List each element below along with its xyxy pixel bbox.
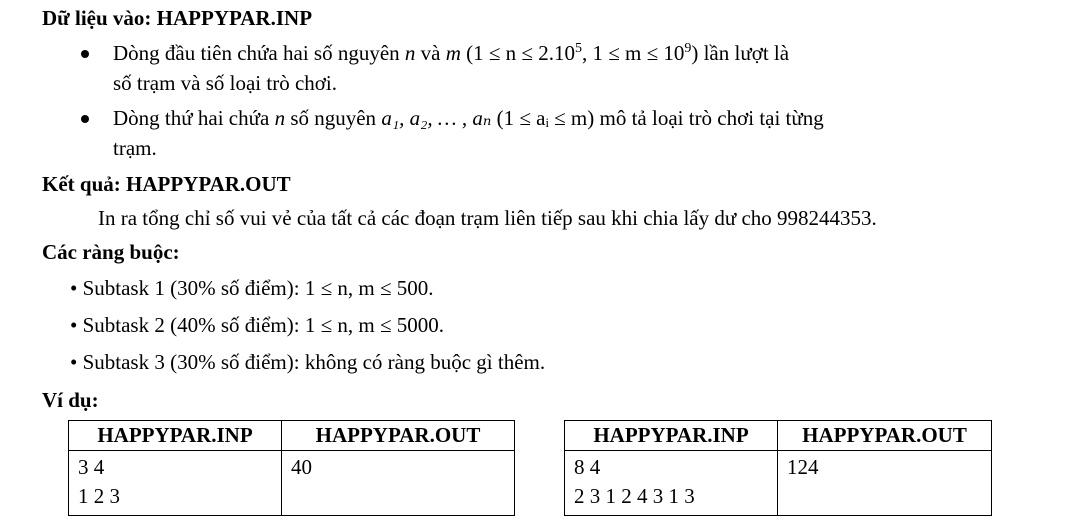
bullet-icon: [81, 115, 89, 123]
column-header-input: HAPPYPAR.INP: [69, 421, 282, 451]
var-m: m: [445, 41, 461, 65]
exponent: 9: [684, 41, 692, 56]
var-n: n: [404, 41, 416, 65]
output-cell: 40: [282, 451, 515, 516]
text: và: [420, 41, 441, 65]
output-text: In ra tổng chỉ số vui vẻ của tất cả các đoạn trạm liên tiếp sau khi chia lấy dư cho 998244353.: [98, 206, 877, 230]
text: lần lượt là: [703, 41, 790, 65]
subtask-2: • Subtask 2 (40% số điểm): 1 ≤ n, m ≤ 5000.: [70, 313, 444, 337]
example-table-1: [68, 420, 515, 516]
exponent: 5: [574, 41, 582, 56]
input-bullet-1-line-1: [113, 41, 789, 66]
math: , 1 ≤ m ≤ 10: [581, 41, 685, 65]
var-n: n: [274, 106, 286, 130]
input-bullet-2-line-2: trạm.: [113, 136, 157, 160]
math-range: (1 ≤ aᵢ ≤ m): [496, 106, 595, 130]
constraints-heading: Các ràng buộc:: [42, 240, 180, 264]
math: ): [691, 41, 699, 65]
math: (1 ≤ n ≤ 2.10: [466, 41, 575, 65]
output-cell: 124: [778, 451, 992, 516]
column-header-output: HAPPYPAR.OUT: [778, 421, 992, 451]
bullet-icon: [81, 50, 89, 58]
examples-heading: Ví dụ:: [42, 388, 99, 412]
text: mô tả loại trò chơi tại từng: [599, 106, 824, 130]
example-table-2: [564, 420, 992, 516]
input-heading: Dữ liệu vào: HAPPYPAR.INP: [42, 6, 313, 30]
output-heading: Kết quả: HAPPYPAR.OUT: [42, 172, 291, 196]
input-line: 1 2 3: [78, 484, 120, 508]
input-cell: [565, 451, 778, 516]
input-line: 3 4: [78, 455, 105, 479]
input-bullet-2-line-1: [113, 106, 824, 131]
input-line: 2 3 1 2 4 3 1 3: [574, 484, 695, 508]
subtask-3: • Subtask 3 (30% số điểm): không có ràng buộc gì thêm.: [70, 350, 546, 374]
input-bullet-1-line-2: số trạm và số loại trò chơi.: [113, 71, 337, 95]
math-range: [466, 41, 698, 65]
subtask-1: • Subtask 1 (30% số điểm): 1 ≤ n, m ≤ 500.: [70, 276, 434, 300]
column-header-output: HAPPYPAR.OUT: [282, 421, 515, 451]
text: Dòng thứ hai chứa: [113, 106, 270, 130]
input-line: 8 4: [574, 455, 601, 479]
column-header-input: HAPPYPAR.INP: [565, 421, 778, 451]
text: Dòng đầu tiên chứa hai số nguyên: [113, 41, 400, 65]
input-cell: [69, 451, 282, 516]
text: số nguyên: [290, 106, 377, 130]
sequence: a₁, a₂, … , aₙ: [381, 106, 492, 130]
